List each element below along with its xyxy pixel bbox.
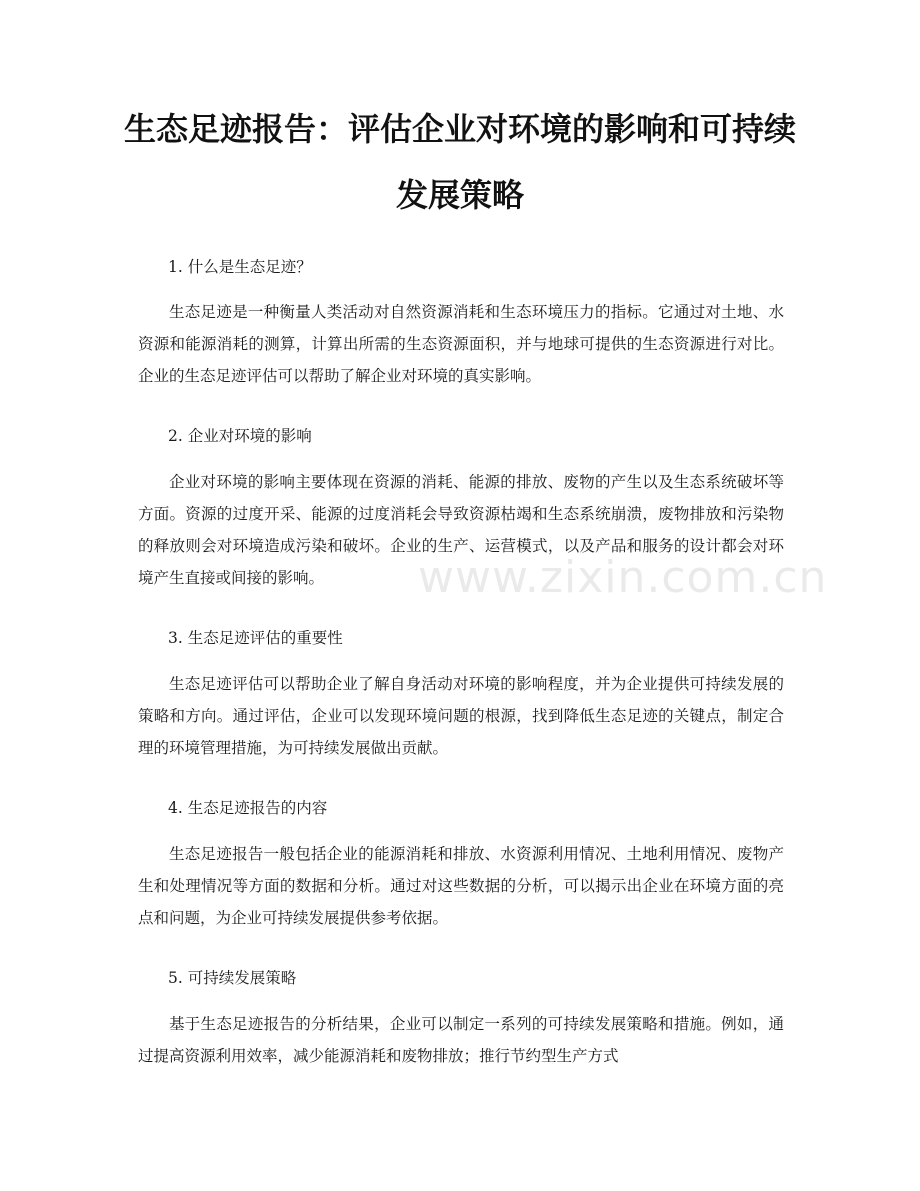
- document-title: 生态足迹报告：评估企业对环境的影响和可持续发展策略: [123, 110, 796, 214]
- section-body-3: 生态足迹评估可以帮助企业了解自身活动对环境的影响程度，并为企业提供可持续发展的策略和方向。通过评估，企业可以发现环境问题的根源，找到降低生态足迹的关键点，制定合理的环境管理措施，为可持续发展做出贡献。: [138, 675, 784, 757]
- section-heading-5: 5. 可持续发展策略: [168, 969, 297, 987]
- section-heading-2: 2. 企业对环境的影响: [168, 427, 312, 445]
- section-body-1: 生态足迹是一种衡量人类活动对自然资源消耗和生态环境压力的指标。它通过对土地、水资源和能源消耗的测算，计算出所需的生态资源面积，并与地球可提供的生态资源进行对比。企业的生态足迹评估可以帮助了解企业对环境的真实影响。: [138, 303, 784, 385]
- section-heading-3: 3. 生态足迹评估的重要性: [168, 629, 343, 647]
- section-body-2: 企业对环境的影响主要体现在资源的消耗、能源的排放、废物的产生以及生态系统破坏等方面。资源的过度开采、能源的过度消耗会导致资源枯竭和生态系统崩溃，废物排放和污染物的释放则会对环境造成污染和破坏。企业的生产、运营模式，以及产品和服务的设计都会对环境产生直接或间接的影响。: [138, 473, 784, 587]
- section-heading-4: 4. 生态足迹报告的内容: [168, 799, 328, 817]
- section-body-5: 基于生态足迹报告的分析结果，企业可以制定一系列的可持续发展策略和措施。例如，通过提高资源利用效率，减少能源消耗和废物排放；推行节约型生产方式: [138, 1015, 784, 1065]
- watermark-text: www.zixin.com.cn: [418, 552, 828, 603]
- section-body-4: 生态足迹报告一般包括企业的能源消耗和排放、水资源利用情况、土地利用情况、废物产生和处理情况等方面的数据和分析。通过对这些数据的分析，可以揭示出企业在环境方面的亮点和问题，为企业可持续发展提供参考依据。: [138, 845, 784, 927]
- section-heading-1: 1. 什么是生态足迹？: [168, 258, 312, 276]
